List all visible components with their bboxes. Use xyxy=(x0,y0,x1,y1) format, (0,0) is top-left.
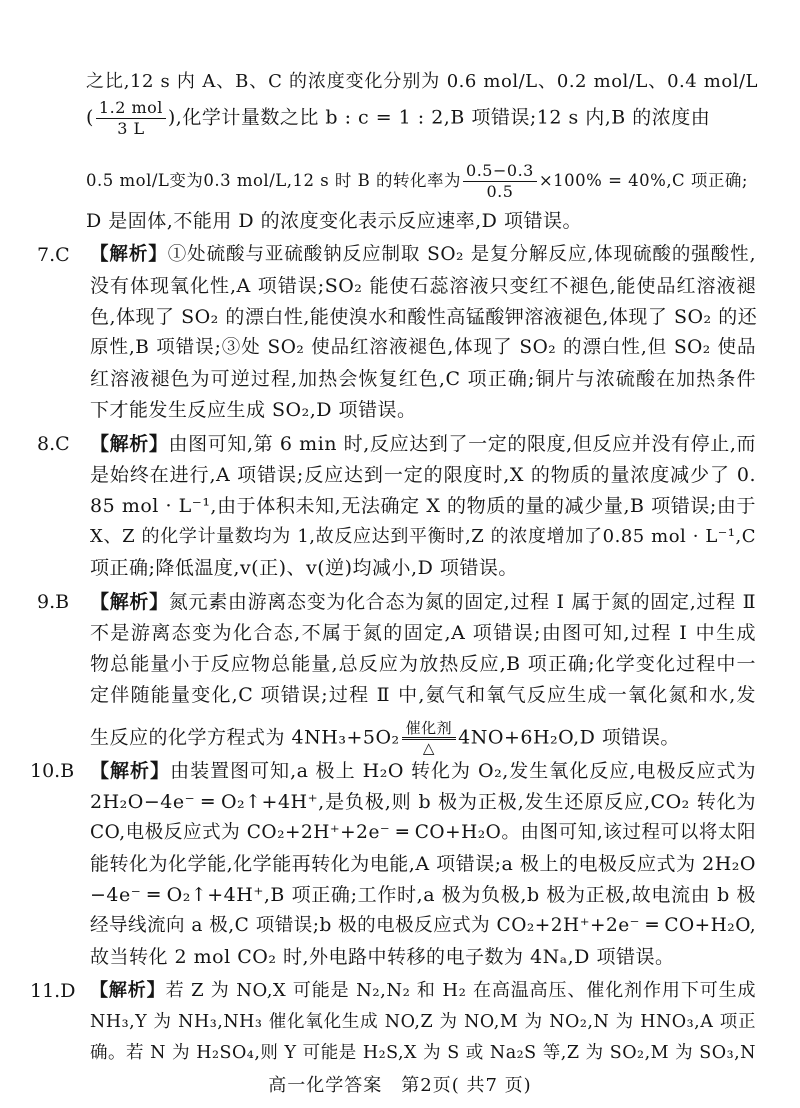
text-line: 红溶液褪色为可逆过程,加热会恢复红色,C 项正确;铜片与浓硫酸在加热条件 xyxy=(90,368,756,390)
analysis-tag: 【解析】 xyxy=(90,980,166,1001)
question-number: 7.C xyxy=(37,244,70,266)
text-line: 0.5 mol/L变为0.3 mol/L,12 s 时 B 的转化率为 $\frac{0.5-0.3}{0.5}$ ×100% = 40%,C 项正确; xyxy=(86,161,748,201)
question-number: 9.B xyxy=(37,591,70,613)
text-line: ),化学计量数之比 b : c = 1 : 2,B 项错误;12 s 内,B 的浓度由 xyxy=(167,106,711,129)
text-line: 能转化为化学能,化学能再转化为电能,A 项错误;a 极上的电极反应式为 2H₂O xyxy=(90,853,756,875)
reaction-condition: 催化剂 △ xyxy=(402,720,457,757)
text-line: CO,电极反应式为 CO₂+2H⁺+2e⁻ ═ CO+H₂O。由图可知,该过程可以将太阳 xyxy=(90,822,756,843)
text-line: X、Z 的化学计量数均为 1,故反应达到平衡时,Z 的浓度增加了0.85 mol · L⁻¹,C xyxy=(90,526,756,547)
text-line: D 是固体,不能用 D 的浓度变化表示反应速率,D 项错误。 xyxy=(86,210,582,232)
text-line: 【解析】氮元素由游离态变为化合态为氮的固定,过程 Ⅰ 属于氮的固定,过程 Ⅱ xyxy=(90,591,756,613)
fraction: $\frac{\text{1.2 mol}}{3 L}$ xyxy=(96,98,166,139)
text-line: 色,体现了 SO₂ 的漂白性,能使溴水和酸性高锰酸钾溶液褪色,体现了 SO₂ 的还 xyxy=(90,306,758,328)
text-line: 85 mol · L⁻¹,由于体积未知,无法确定 X 的物质的量的减少量,B 项错误;由于 xyxy=(90,495,756,517)
analysis-tag: 【解析】 xyxy=(90,760,171,782)
text-line: NH₃,Y 为 NH₃,NH₃ 催化氧化生成 NO,Z 为 NO,M 为 NO₂,N 为 HNO₃,A 项正 xyxy=(90,1012,756,1032)
question-number: 10.B xyxy=(30,760,75,782)
text-line: 不是游离态变为化合态,不属于氮的固定,A 项错误;由图可知,过程 Ⅰ 中生成 xyxy=(90,622,756,644)
text-line: 确。若 N 为 H₂SO₄,则 Y 可能是 H₂S,X 为 S 或 Na₂S 等,Z 为 SO₂,M 为 SO₃,N xyxy=(90,1043,756,1063)
text-line: 生反应的化学方程式为 4NH₃+5O₂ 催化剂 △ 4NO+6H₂O,D 项错误。 xyxy=(90,719,680,757)
text-line xyxy=(86,98,758,139)
text-line: 下才能发生反应生成 SO₂,D 项错误。 xyxy=(90,399,417,421)
text-line: 物总能量小于反应物总能量,总反应为放热反应,B 项正确;化学变化过程中一 xyxy=(90,653,756,675)
question-number: 8.C xyxy=(37,433,70,455)
text-line: 经导线流向 a 极,C 项错误;b 极的电极反应式为 CO₂+2H⁺+2e⁻ ═ CO+H₂O, xyxy=(90,915,757,936)
text-line: 【解析】①处硫酸与亚硫酸钠反应制取 SO₂ 是复分解反应,体现硫酸的强酸性, xyxy=(90,244,756,265)
text-line: −4e⁻ ═ O₂↑+4H⁺,B 项正确;工作时,a 极为负极,b 极为正极,故电流由 b 极 xyxy=(90,884,756,906)
analysis-tag: 【解析】 xyxy=(90,433,169,455)
text-line: 是始终在进行,A 项错误;反应达到一定的限度时,X 的物质的量浓度减少了 0. xyxy=(90,464,756,486)
page-footer: 高一化学答案 第2页( 共7 页) xyxy=(268,1075,532,1096)
text-line: 【解析】由装置图可知,a 极上 H₂O 转化为 O₂,发生氧化反应,电极反应式为 xyxy=(90,760,756,782)
text-line: 定伴随能量变化,C 项错误;过程 Ⅱ 中,氨气和氧气反应生成一氧化氮和水,发 xyxy=(90,684,756,706)
text-line: 【解析】由图可知,第 6 min 时,反应达到了一定的限度,但反应并没有停止,而 xyxy=(90,433,756,455)
analysis-tag: 【解析】 xyxy=(90,591,169,613)
analysis-tag: 【解析】 xyxy=(90,244,168,265)
question-number: 11.D xyxy=(30,980,76,1002)
text-line: 故当转化 2 mol CO₂ 时,外电路中转移的电子数为 4Nₐ,D 项错误。 xyxy=(90,946,675,968)
fraction: $\frac{0.5-0.3}{0.5}$ xyxy=(463,161,537,202)
text-line: 没有体现氧化性,A 项错误;SO₂ 能使石蕊溶液只变红不褪色,能使品红溶液褪 xyxy=(90,275,756,297)
text-line: 【解析】若 Z 为 NO,X 可能是 N₂,N₂ 和 H₂ 在高温高压、催化剂作用下可生成 xyxy=(90,980,757,1001)
text-line: 2H₂O−4e⁻ ═ O₂↑+4H⁺,是负极,则 b 极为正极,发生还原反应,CO₂ 转化为 xyxy=(90,791,756,813)
text-line: 项正确;降低温度,v(正)、v(逆)均减小,D 项错误。 xyxy=(90,557,518,579)
text-line: 之比,12 s 内 A、B、C 的浓度变化分别为 0.6 mol/L、0.2 mol/L、0.4 mol/L xyxy=(86,71,758,92)
text-line: 原性,B 项错误;③处 SO₂ 使品红溶液褪色,体现了 SO₂ 的漂白性,但 SO₂ 使品 xyxy=(90,337,756,358)
paren: ( xyxy=(86,106,94,129)
